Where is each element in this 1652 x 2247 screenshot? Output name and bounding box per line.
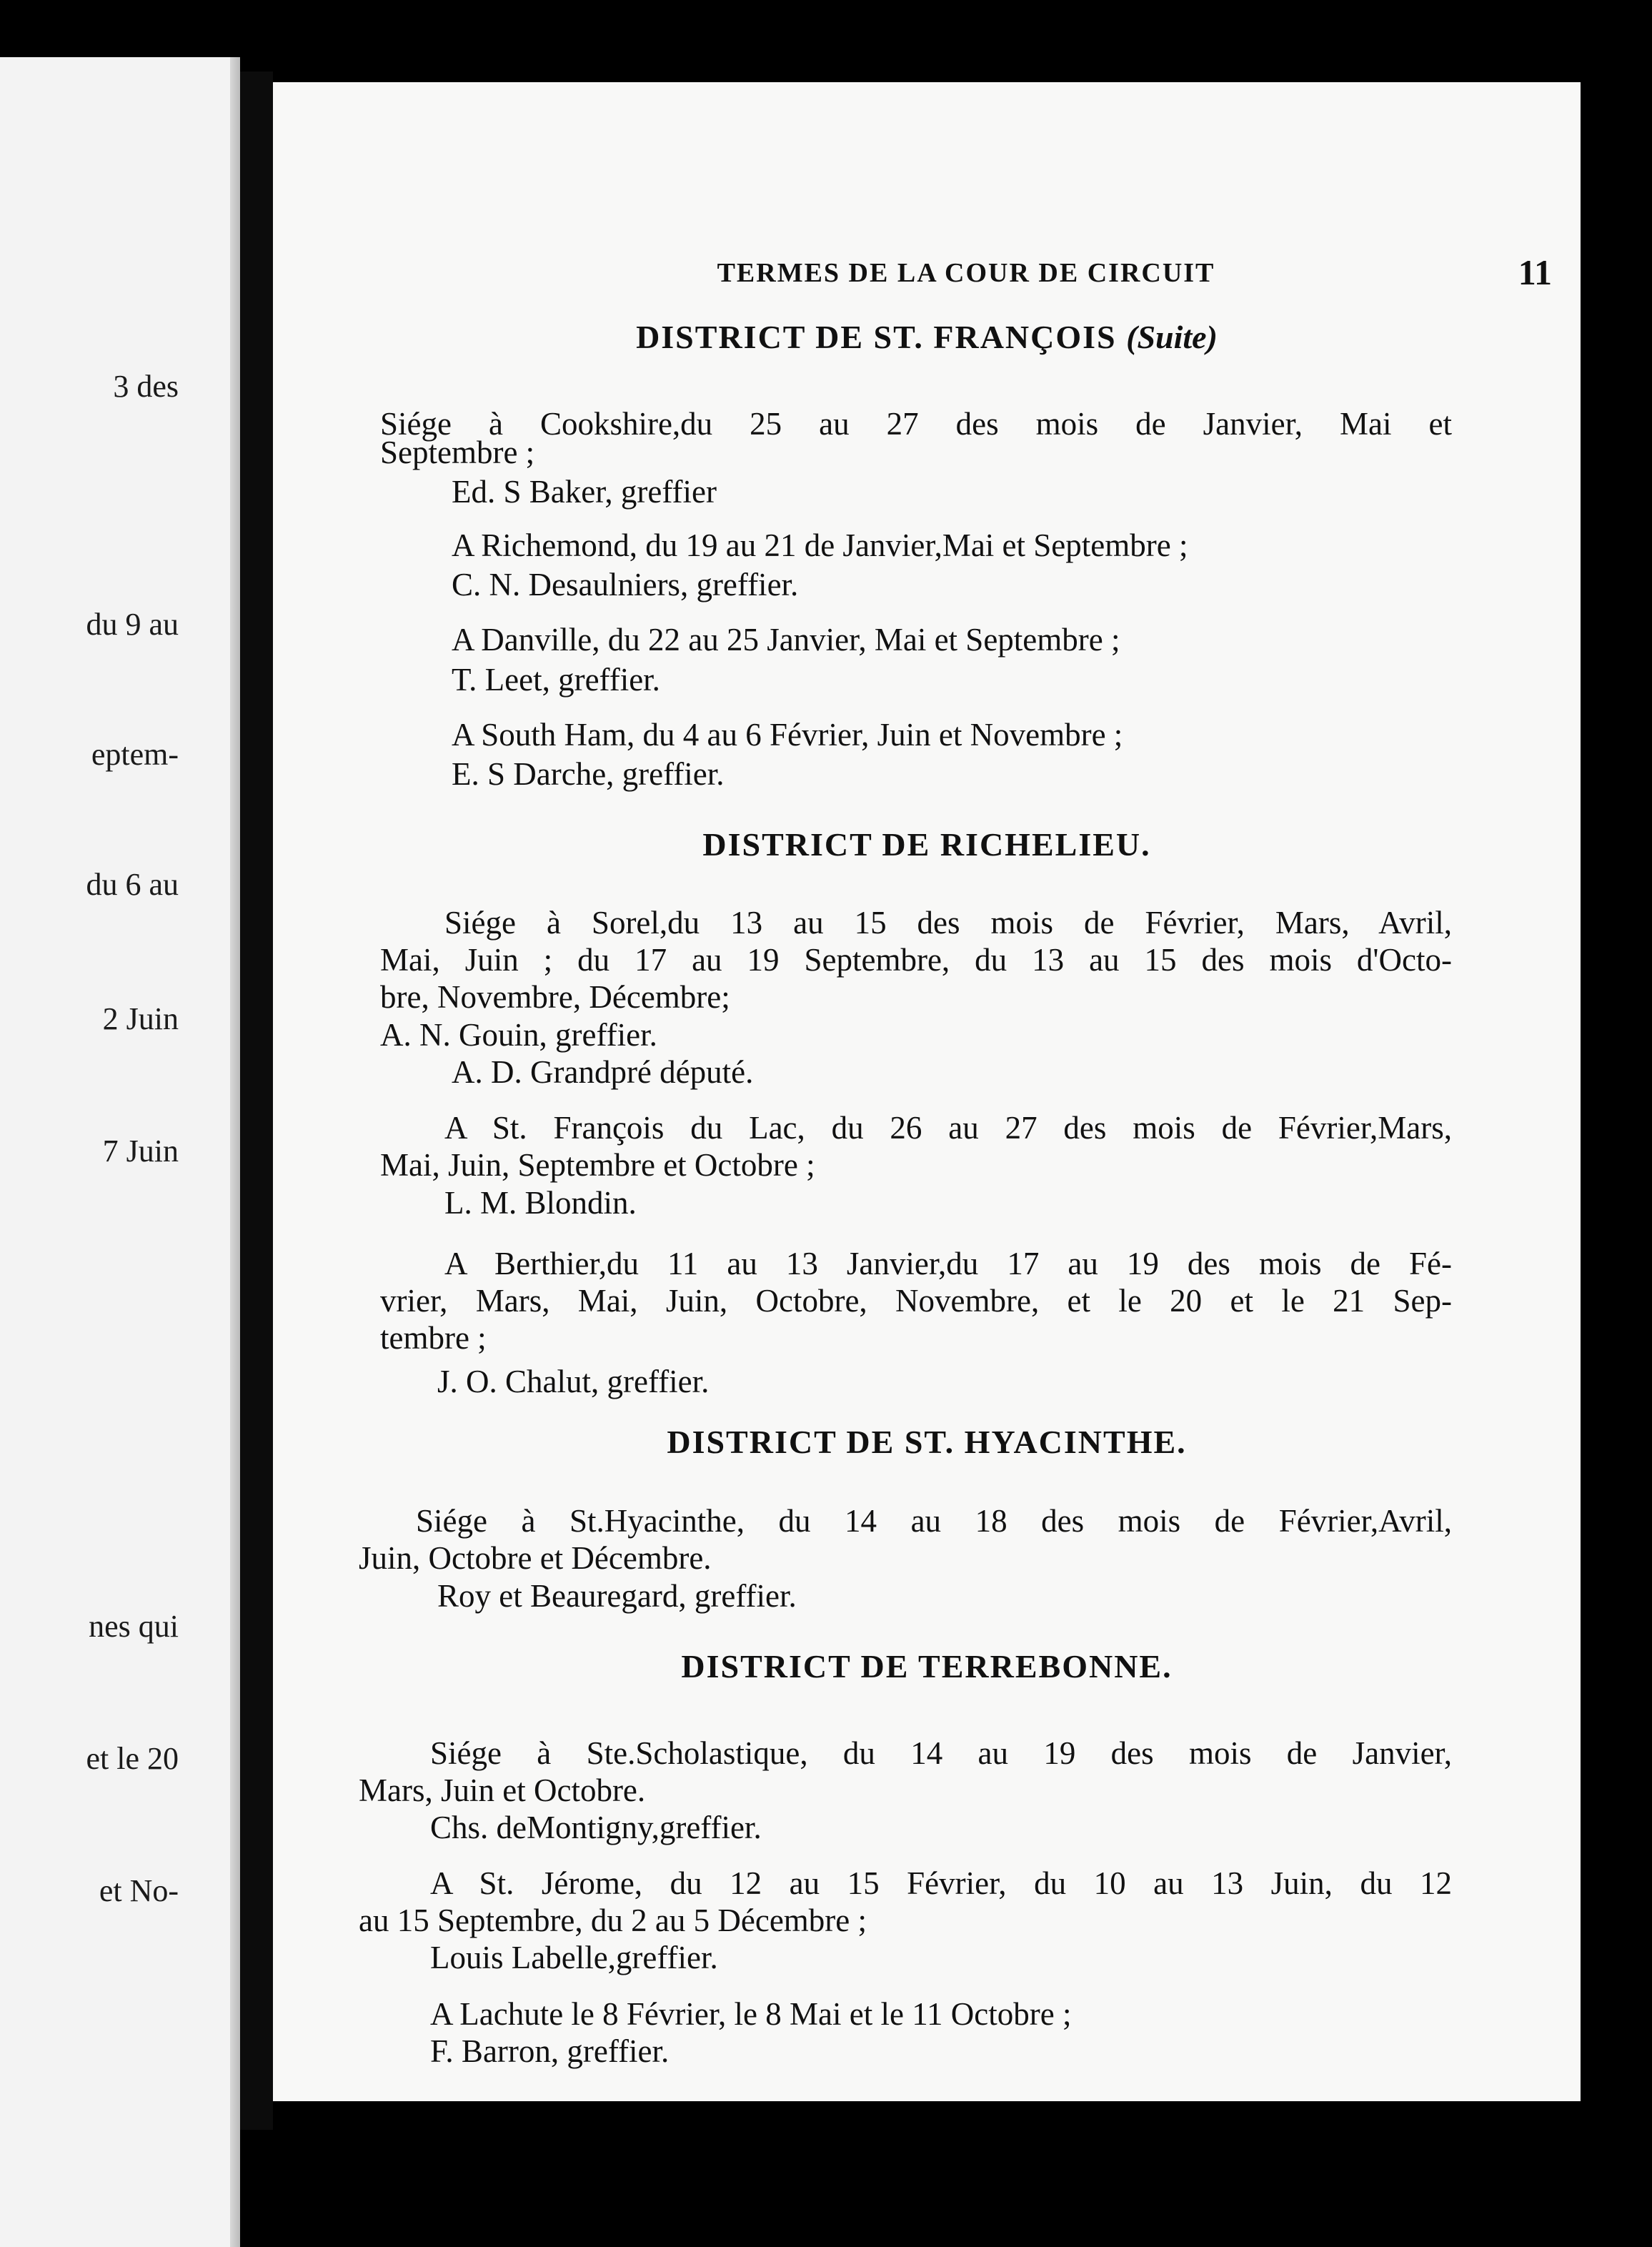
- book-gutter: [240, 71, 273, 2130]
- text-line: A Berthier,du 11 au 13 Janvier,du 17 au 19 des mois de Fé-: [444, 1246, 1452, 1281]
- text-line: Louis Labelle,greffier.: [430, 1940, 718, 1975]
- section-title: [316, 825, 1538, 863]
- running-head: [380, 252, 1552, 300]
- facing-fragment: du 6 au: [86, 867, 179, 902]
- text-line: Siége à St.Hyacinthe, du 14 au 18 des mois de Février,Avril,: [416, 1503, 1452, 1539]
- facing-fragment: et le 20: [86, 1741, 179, 1776]
- text-line: Chs. deMontigny,greffier.: [430, 1810, 762, 1845]
- text-line: A St. François du Lac, du 26 au 27 des mois de Février,Mars,: [444, 1110, 1452, 1146]
- text-line: A. N. Gouin, greffier.: [380, 1017, 657, 1053]
- text-line: bre, Novembre, Décembre;: [380, 979, 730, 1015]
- section-title: [316, 1423, 1538, 1461]
- section-title-text: DISTRICT DE ST. FRANÇOIS: [636, 319, 1117, 355]
- facing-fragment: et No-: [99, 1873, 179, 1908]
- section-title-text: DISTRICT DE TERREBONNE.: [681, 1648, 1173, 1685]
- section-title: [316, 318, 1538, 356]
- facing-page-edge: [230, 57, 240, 2247]
- text-line: A Richemond, du 19 au 21 de Janvier,Mai et Septembre ;: [452, 527, 1188, 563]
- text-line: A. D. Grandpré député.: [452, 1054, 754, 1090]
- facing-fragment: du 9 au: [86, 607, 179, 642]
- section-title-suffix: (Suite): [1126, 319, 1218, 355]
- text-line: tembre ;: [380, 1320, 487, 1356]
- text-line: Mai, Juin ; du 17 au 19 Septembre, du 13 au 15 des mois d'Octo-: [380, 942, 1452, 978]
- text-line: A South Ham, du 4 au 6 Février, Juin et Novembre ;: [452, 717, 1123, 753]
- text-line: Mai, Juin, Septembre et Octobre ;: [380, 1147, 815, 1183]
- facing-fragment: eptem-: [91, 737, 179, 772]
- facing-fragment: 3 des: [113, 369, 179, 404]
- text-line: F. Barron, greffier.: [430, 2033, 670, 2069]
- text-line: A Lachute le 8 Février, le 8 Mai et le 11 Octobre ;: [430, 1996, 1072, 2032]
- facing-fragment: 2 Juin: [102, 1001, 179, 1036]
- text-line: T. Leet, greffier.: [452, 662, 660, 698]
- text-line: au 15 Septembre, du 2 au 5 Décembre ;: [359, 1903, 867, 1938]
- text-line: Siége à Ste.Scholastique, du 14 au 19 des mois de Janvier,: [430, 1735, 1452, 1771]
- page: [273, 82, 1581, 2101]
- text-line: Juin, Octobre et Décembre.: [359, 1540, 712, 1576]
- text-line: vrier, Mars, Mai, Juin, Octobre, Novembre, et le 20 et le 21 Sep-: [380, 1283, 1452, 1319]
- section-title-text: DISTRICT DE RICHELIEU.: [702, 826, 1151, 863]
- text-line: C. N. Desaulniers, greffier.: [452, 567, 799, 602]
- text-line: Roy et Beauregard, greffier.: [437, 1578, 797, 1614]
- text-line: Mars, Juin et Octobre.: [359, 1772, 646, 1808]
- text-line: Ed. S Baker, greffier: [452, 474, 717, 510]
- section-title: [316, 1647, 1538, 1685]
- section-title-text: DISTRICT DE ST. HYACINTHE.: [667, 1424, 1187, 1460]
- text-line: Septembre ;: [380, 435, 535, 470]
- facing-fragment: nes qui: [89, 1609, 179, 1644]
- text-line: A St. Jérome, du 12 au 15 Février, du 10 au 13 Juin, du 12: [430, 1865, 1452, 1901]
- text-line: L. M. Blondin.: [444, 1185, 637, 1221]
- text-line: Siége à Cookshire,du 25 au 27 des mois de Janvier, Mai et: [380, 406, 1452, 442]
- running-title: TERMES DE LA COUR DE CIRCUIT: [717, 258, 1215, 288]
- text-line: J. O. Chalut, greffier.: [437, 1364, 710, 1399]
- text-line: E. S Darche, greffier.: [452, 756, 725, 792]
- page-number: 11: [1518, 252, 1552, 292]
- text-line: A Danville, du 22 au 25 Janvier, Mai et Septembre ;: [452, 622, 1120, 658]
- facing-fragment: 7 Juin: [102, 1134, 179, 1169]
- text-line: Siége à Sorel,du 13 au 15 des mois de Février, Mars, Avril,: [444, 905, 1452, 941]
- scan-border: [1581, 107, 1652, 2247]
